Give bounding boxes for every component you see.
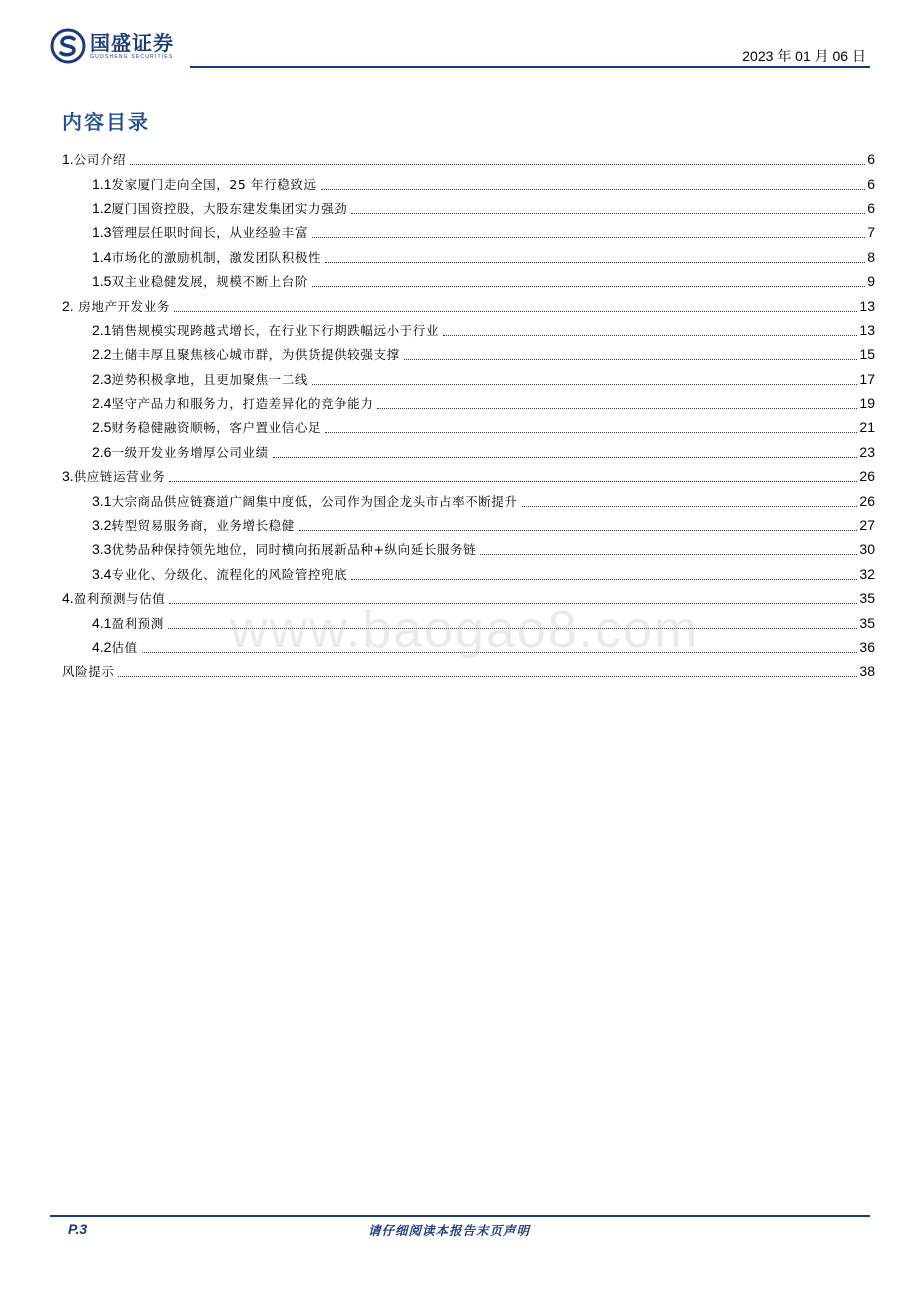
toc-entry-number: 2. [62, 297, 74, 314]
toc-entry-number: 2.4 [92, 395, 112, 412]
report-date: 2023 年 01 月 06 日 [742, 48, 866, 64]
toc-leader-dots [480, 543, 857, 555]
toc-entry-page: 13 [859, 297, 875, 314]
toc-entry-text: 一级开发业务增厚公司业绩 [111, 444, 269, 460]
toc-entry-page: 9 [867, 273, 875, 290]
toc-leader-dots [325, 421, 857, 433]
toc-entry-number: 1. [62, 151, 74, 168]
toc-entry-page: 30 [859, 541, 875, 558]
toc-entry-number: 2.6 [92, 443, 112, 460]
toc-entry-number: 3.4 [92, 565, 112, 582]
page-header [50, 26, 870, 70]
toc-leader-dots [351, 568, 857, 580]
toc-entry-label [92, 614, 166, 632]
toc-entry-label [92, 443, 271, 461]
toc-entry-page: 32 [859, 565, 875, 582]
disclaimer-note: 请仔细阅读本报告末页声明 [368, 1223, 531, 1238]
toc-entry[interactable] [62, 196, 875, 220]
toc-entry-page: 35 [859, 590, 875, 607]
toc-entry-page: 26 [859, 468, 875, 485]
toc-entry-number: 4. [62, 590, 74, 607]
toc-entry-text: 财务稳健融资顺畅，客户置业信心足 [111, 420, 322, 436]
toc-entry[interactable] [62, 269, 875, 293]
toc-entry-page: 6 [867, 151, 875, 168]
toc-leader-dots [169, 470, 857, 482]
toc-entry-text: 厦门国资控股，大股东建发集团实力强劲 [111, 200, 348, 216]
toc-entry-text: 优势品种保持领先地位，同时横向拓展新品种+纵向延长服务链 [111, 542, 477, 558]
toc-entry-number: 4.2 [92, 639, 112, 655]
toc-entry-text: 风险提示 [62, 664, 115, 680]
toc-entry-text: 发家厦门走向全国，25 年行稳致远 [111, 176, 317, 192]
toc-leader-dots [174, 300, 857, 312]
toc-entry[interactable] [62, 293, 875, 317]
logo-icon [50, 28, 86, 64]
toc-entry-number: 1.3 [92, 224, 112, 241]
toc-entry-text: 公司介绍 [73, 152, 127, 168]
toc-entry-number: 2.3 [92, 370, 112, 387]
toc-entry[interactable] [62, 488, 875, 512]
toc-entry[interactable] [62, 659, 875, 683]
toc-entry[interactable] [62, 367, 875, 391]
toc-entry-label [62, 467, 167, 485]
toc-entry[interactable] [62, 171, 875, 195]
page-number: P.3 [68, 1221, 88, 1237]
toc-entry-text: 双主业稳健发展，规模不断上台阶 [111, 274, 308, 290]
toc-entry-page: 6 [867, 175, 875, 192]
watermark: www.baogao8.com [230, 601, 700, 659]
toc-leader-dots [299, 519, 858, 531]
toc-entry-number: 4.1 [92, 614, 112, 631]
toc-entry-page: 26 [859, 492, 875, 509]
toc-entry[interactable] [62, 147, 875, 171]
toc-entry[interactable] [62, 318, 875, 342]
toc-entry-label [62, 150, 128, 168]
toc-entry-number: 3.2 [92, 517, 112, 534]
toc-entry-number: 1.1 [92, 175, 112, 192]
toc-entry-label [92, 321, 441, 339]
footer-divider [50, 1215, 870, 1217]
toc-entry-text: 市场化的激励机制，激发团队积极性 [111, 249, 322, 265]
toc-leader-dots [118, 665, 857, 677]
toc-entry-number: 3. [62, 468, 74, 485]
logo-chinese-name: 国盛证券 [90, 30, 174, 55]
toc-entry[interactable] [62, 464, 875, 488]
toc-entry-text: 供应链运营业务 [73, 469, 166, 485]
toc-entry-number: 1.5 [92, 273, 112, 290]
toc-entry-number: 3.1 [92, 492, 112, 509]
toc-entry-text: 销售规模实现跨越式增长，在行业下行期跌幅远小于行业 [111, 322, 439, 338]
toc-entry-number: 3.3 [92, 541, 112, 558]
toc-entry-text: 大宗商品供应链赛道广阔集中度低，公司作为国企龙头市占率不断提升 [111, 493, 518, 509]
toc-entry-text: 盈利预测 [111, 615, 164, 631]
toc-entry-page: 23 [859, 443, 875, 460]
toc-leader-dots [404, 348, 858, 360]
toc-entry-text: 盈利预测与估值 [73, 591, 166, 607]
toc-entry-page: 15 [859, 346, 875, 363]
toc-entry-number: 2.5 [92, 419, 112, 436]
toc-entry-text: 管理层任职时间长，从业经验丰富 [111, 225, 308, 241]
toc-entry-text: 转型贸易服务商，业务增长稳健 [111, 518, 295, 534]
toc-entry[interactable] [62, 391, 875, 415]
toc-entry-label [62, 662, 116, 680]
toc-entry-page: 17 [859, 370, 875, 387]
toc-entry-page: 19 [859, 395, 875, 412]
toc-entry[interactable] [62, 562, 875, 586]
toc-entry[interactable] [62, 220, 875, 244]
toc-leader-dots [377, 397, 857, 409]
toc-leader-dots [443, 324, 857, 336]
toc-entry-text: 逆势积极拿地，且更加聚焦一二线 [111, 371, 308, 387]
toc-entry-number: 2.2 [92, 346, 112, 363]
toc-entry-label [92, 565, 349, 583]
toc-entry-page: 35 [859, 614, 875, 631]
toc-entry-label [92, 418, 323, 436]
header-divider [190, 66, 870, 68]
toc-entry-label [92, 345, 402, 363]
toc-leader-dots [351, 202, 865, 214]
logo-english-name: GUOSHENG SECURITIES [90, 53, 174, 60]
toc-entry-number: 1.4 [92, 248, 112, 265]
toc-entry-page: 8 [867, 248, 875, 265]
toc-entry-label [92, 223, 310, 241]
toc-entry-page: 38 [859, 663, 875, 680]
toc-entry-label [92, 516, 297, 534]
toc-entry-text: 土储丰厚且聚焦核心城市群，为供货提供较强支撑 [111, 347, 400, 363]
toc-entry-number: 2.1 [92, 321, 112, 338]
toc-title: 内容目录 [62, 110, 150, 134]
toc-entry-label [92, 540, 478, 558]
toc-entry[interactable] [62, 342, 875, 366]
toc-leader-dots [312, 226, 865, 238]
toc-entry-page: 27 [859, 517, 875, 534]
toc-leader-dots [273, 446, 858, 458]
toc-entry-page: 6 [867, 199, 875, 216]
toc-entry[interactable] [62, 537, 875, 561]
toc-entry-label [62, 589, 167, 607]
toc-entry-label [92, 638, 140, 656]
toc-leader-dots [522, 495, 858, 507]
toc-entry-label [92, 394, 375, 412]
toc-leader-dots [312, 373, 857, 385]
toc-entry-label [92, 272, 310, 290]
toc-leader-dots [312, 275, 865, 287]
toc-leader-dots [321, 178, 866, 190]
company-logo [50, 26, 174, 66]
toc-entry-page: 13 [859, 321, 875, 338]
toc-entry-text: 坚守产品力和服务力，打造差异化的竞争能力 [111, 396, 374, 412]
toc-entry-page: 21 [859, 419, 875, 436]
toc-entry-text: 专业化、分级化、流程化的风险管控兜底 [111, 566, 348, 582]
toc-entry[interactable] [62, 513, 875, 537]
toc-entry[interactable] [62, 440, 875, 464]
toc-entry-page: 7 [867, 224, 875, 241]
toc-entry-label [92, 199, 349, 217]
toc-entry-label [92, 248, 323, 266]
toc-entry-number: 1.2 [92, 199, 112, 216]
toc-entry-text: 房地产开发业务 [73, 298, 170, 314]
toc-entry[interactable] [62, 415, 875, 439]
toc-entry-label [92, 492, 520, 510]
toc-leader-dots [325, 251, 865, 263]
toc-entry-page: 36 [859, 639, 875, 655]
toc-entry[interactable] [62, 245, 875, 269]
toc-entry-label [92, 175, 319, 193]
toc-entry-text: 估值 [111, 640, 138, 655]
toc-leader-dots [130, 153, 865, 165]
toc-entry-label [62, 297, 172, 315]
toc-entry-label [92, 370, 310, 388]
